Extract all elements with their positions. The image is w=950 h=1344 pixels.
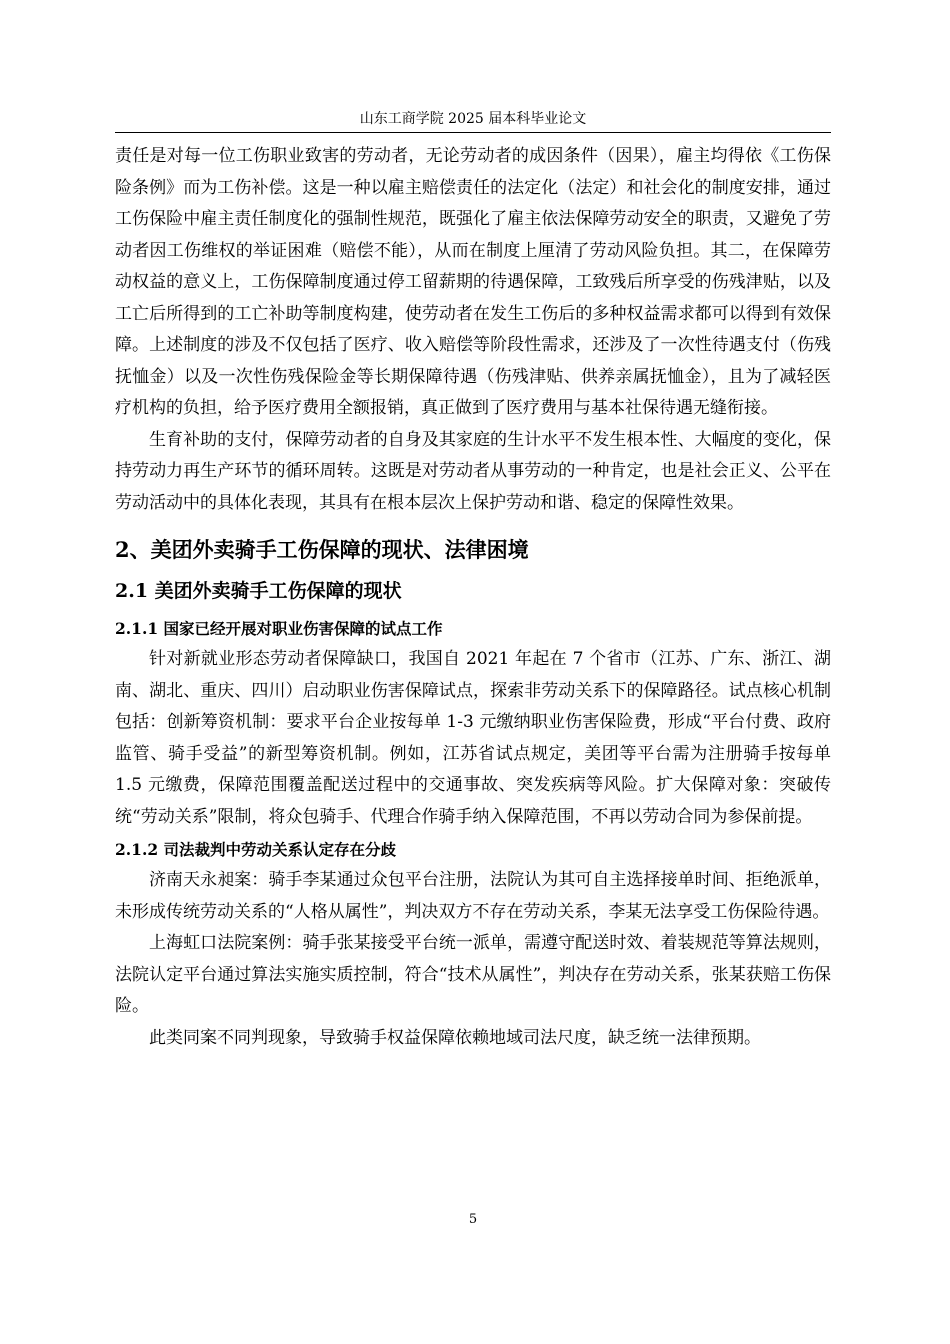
body-paragraph: 此类同案不同判现象，导致骑手权益保障依赖地域司法尺度，缺乏统一法律预期。 — [149, 1027, 761, 1048]
subsubsection-heading: 2.1.2 司法裁判中劳动关系认定存在分歧 — [115, 840, 397, 859]
header-rule — [115, 132, 831, 133]
body-paragraph: 上海虹口法院案例：骑手张某接受平台统一派单，需遵守配送时效、着装规范等算法规则，法院认定平台通过算法实施实质控制，符合“技术从属性”，判决存在劳动关系，张某获赔工伤保险。 — [115, 933, 831, 1016]
page-number: 5 — [468, 1212, 478, 1227]
body-paragraph: 责任是对每一位工伤职业致害的劳动者，无论劳动者的成因条件（因果），雇主均得依《工伤保险条例》而为工伤补偿。这是一种以雇主赔偿责任的法定化（法定）和社会化的制度安排，通过工伤保险中雇主责任制度化的强制性规范，既强化了雇主依法保障劳动安全的职责，又避免了劳动者因工伤维权的举证困难（赔偿不能），从而在制度上厘清了劳动风险负担。其二，在保障劳动权益的意义上，工伤保障制度通过停工留薪期的待遇保障，工致残后所享受的伤残津贴，以及工亡后所得到的工亡补助等制度构建，使劳动者在发生工伤后的多种权益需求都可以得到有效保障。上述制度的涉及不仅包括了医疗、收入赔偿等阶段性需求，还涉及了一次性待遇支付（伤残抚恤金）以及一次性伤残保险金等长期保障待遇（伤残津贴、供养亲属抚恤金），且为了减轻医疗机构的负担，给予医疗费用全额报销，真正做到了医疗费用与基本社保待遇无缝衔接。 — [115, 146, 831, 418]
page-body — [115, 141, 831, 1054]
section-heading: 2、美团外卖骑手工伤保障的现状、法律困境 — [115, 537, 529, 562]
body-paragraph: 济南天永昶案：骑手李某通过众包平台注册，法院认为其可自主选择接单时间、拒绝派单，未形成传统劳动关系的“人格从属性”，判决双方不存在劳动关系，李某无法享受工伤保险待遇。 — [115, 870, 831, 922]
subsubsection-heading: 2.1.1 国家已经开展对职业伤害保障的试点工作 — [115, 619, 443, 638]
subsection-heading: 2.1 美团外卖骑手工伤保障的现状 — [115, 580, 402, 602]
running-header: 山东工商学院 2025 届本科毕业论文 — [359, 111, 587, 127]
body-paragraph: 针对新就业形态劳动者保障缺口，我国自 2021 年起在 7 个省市（江苏、广东、浙江、湖南、湖北、重庆、四川）启动职业伤害保障试点，探索非劳动关系下的保障路径。试点核心机制包括：创新筹资机制：要求平台企业按每单 1-3 元缴纳职业伤害保险费，形成“平台付费、政府监管、骑手受益”的新型筹资机制。例如，江苏省试点规定，美团等平台需为注册骑手按每单 1.5 元缴费，保障范围覆盖配送过程中的交通事故、突发疾病等风险。扩大保障对象：突破传统“劳动关系”限制，将众包骑手、代理合作骑手纳入保障范围，不再以劳动合同为参保前提。 — [115, 649, 831, 827]
body-paragraph: 生育补助的支付，保障劳动者的自身及其家庭的生计水平不发生根本性、大幅度的变化，保持劳动力再生产环节的循环周转。这既是对劳动者从事劳动的一种肯定，也是社会正义、公平在劳动活动中的具体化表现，其具有在根本层次上保护劳动和谐、稳定的保障性效果。 — [115, 429, 831, 513]
